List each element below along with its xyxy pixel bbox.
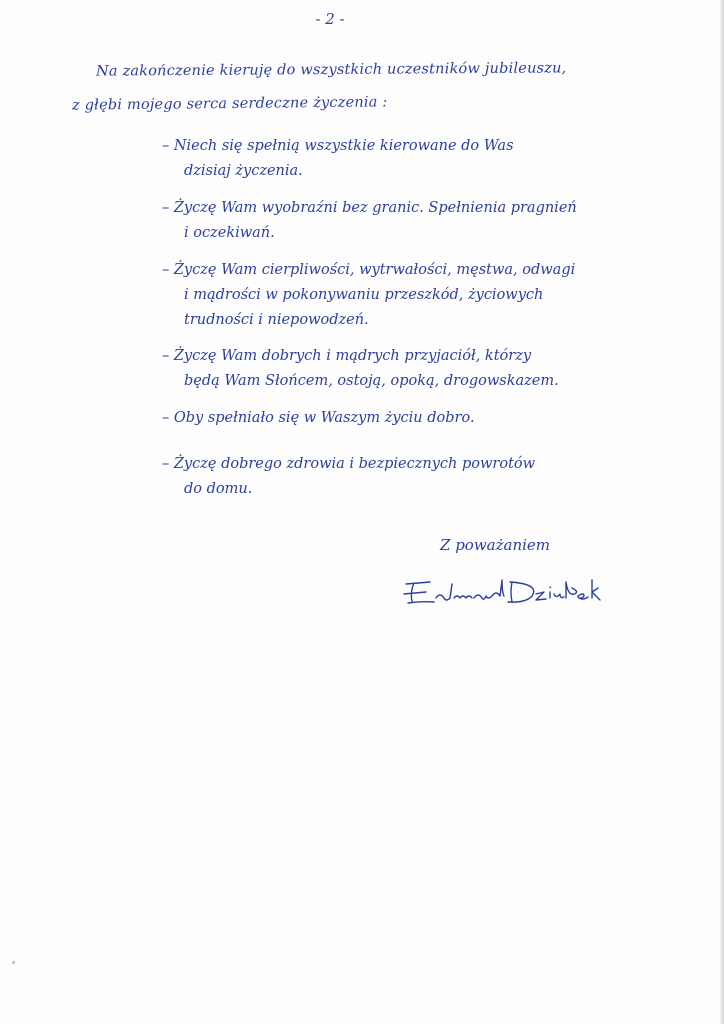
intro-line-1: Na zakończenie kieruję do wszystkich uczestników jubileuszu, (95, 60, 567, 80)
wish-line: i mądrości w pokonywaniu przeszkód, życiowych (184, 287, 544, 303)
handwritten-signature (400, 572, 640, 612)
wish-line: – Życzę dobrego zdrowia i bezpiecznych powrotów (162, 452, 702, 477)
wish-item (162, 406, 702, 431)
wish-line: i oczekiwań. (184, 225, 275, 241)
wish-item (162, 196, 702, 246)
page-number: - 2 - (315, 10, 345, 28)
wish-line: trudności i niepowodzeń. (184, 312, 369, 328)
paper-speck (12, 961, 15, 964)
wish-line: – Oby spełniało się w Waszym życiu dobro. (162, 406, 702, 431)
wish-line: – Niech się spełnią wszystkie kierowane do Was (162, 134, 702, 159)
wish-line: – Życzę Wam wyobraźni bez granic. Spełnienia pragnień (162, 196, 702, 221)
wish-line: dzisiaj życzenia. (184, 163, 303, 179)
wish-line: będą Wam Słońcem, ostoją, opoką, drogowskazem. (184, 373, 559, 389)
intro-line-2: z głębi mojego serca serdeczne życzenia : (71, 94, 388, 114)
wish-item (162, 344, 702, 394)
wish-line: – Życzę Wam dobrych i mądrych przyjaciół, którzy (162, 344, 702, 369)
closing-phrase: Z poważaniem (440, 536, 551, 554)
wish-line: do domu. (184, 481, 253, 497)
wish-item (162, 258, 702, 333)
wish-item (162, 452, 702, 502)
page-edge (720, 0, 724, 1024)
wish-item (162, 134, 702, 184)
wish-line: – Życzę Wam cierpliwości, wytrwałości, męstwa, odwagi (162, 258, 702, 283)
